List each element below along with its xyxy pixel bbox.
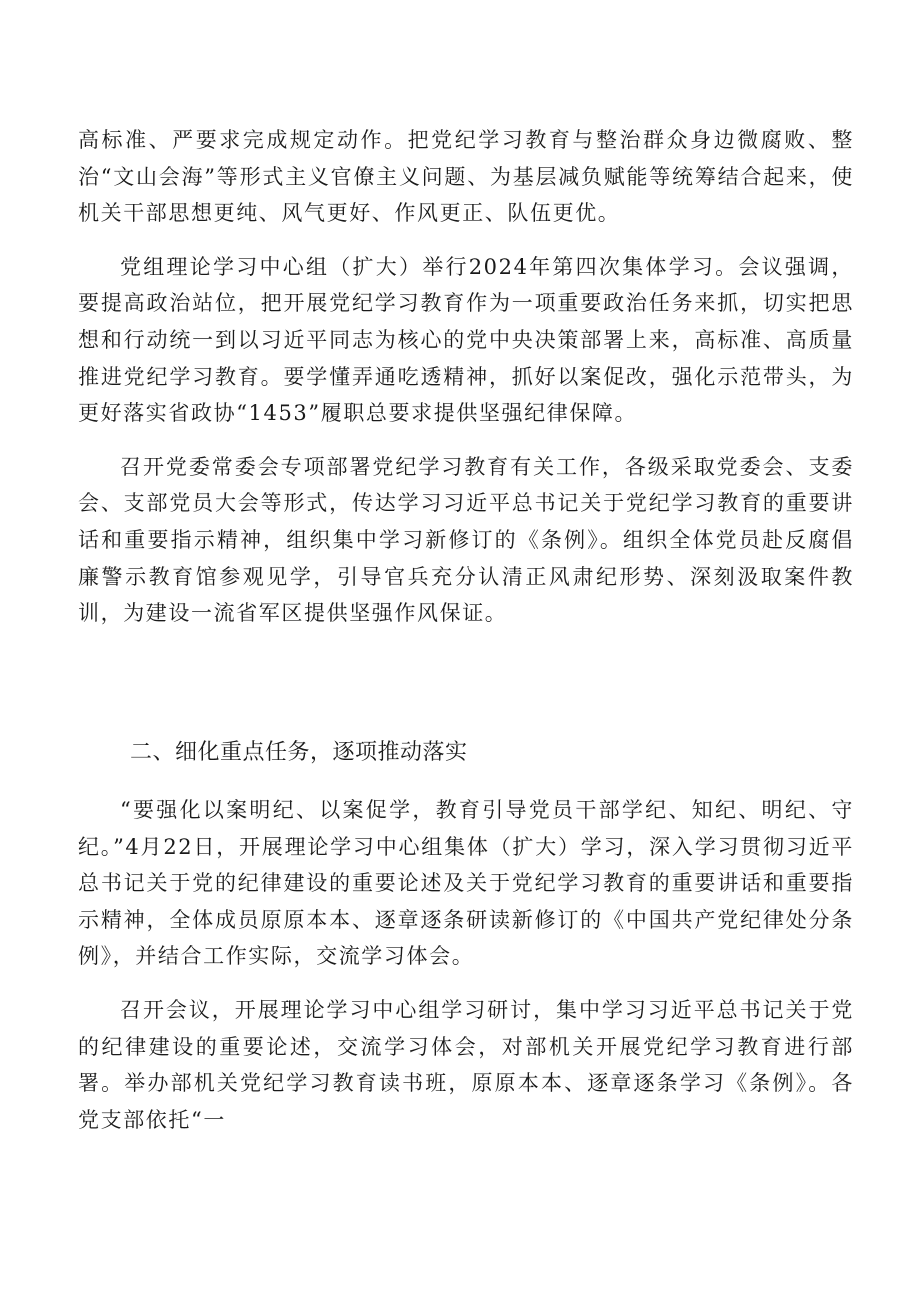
paragraph-continued: 高标准、严要求完成规定动作。把党纪学习教育与整治群众身边微腐败、整治“文山会海”等形式主义官僚主义问题、为基层减负赋能等统筹结合起来，使机关干部思想更纯、风气更好、作风更正、队伍更优。 bbox=[78, 128, 854, 226]
document-body-upper bbox=[78, 122, 854, 632]
paragraph: 召开会议，开展理论学习中心组学习研讨，集中学习习近平总书记关于党的纪律建设的重要论述，交流学习体会，对部机关开展党纪学习教育进行部署。举办部机关党纪学习教育读书班，原原本本、逐章逐条学习《条例》。各党支部依托“一 bbox=[78, 997, 854, 1132]
paragraph: 召开党委常委会专项部署党纪学习教育有关工作，各级采取党委会、支委会、支部党员大会等形式，传达学习习近平总书记关于党纪学习教育的重要讲话和重要指示精神，组织集中学习新修订的《条例》。组织全体党员赴反腐倡廉警示教育馆参观见学，引导官兵充分认清正风肃纪形势、深刻汲取案件教训，为建设一流省军区提供坚强作风保证。 bbox=[78, 454, 854, 626]
document-body-lower bbox=[78, 792, 854, 1138]
paragraph: 党组理论学习中心组（扩大）举行2024年第四次集体学习。会议强调，要提高政治站位，把开展党纪学习教育作为一项重要政治任务来抓，切实把思想和行动统一到以习近平同志为核心的党中央决策部署上来，高标准、高质量推进党纪学习教育。要学懂弄通吃透精神，抓好以案促改，强化示范带头，为更好落实省政协“1453”履职总要求提供坚强纪律保障。 bbox=[78, 254, 854, 426]
paragraph: “要强化以案明纪、以案促学，教育引导党员干部学纪、知纪、明纪、守纪。”4月22日，开展理论学习中心组集体（扩大）学习，深入学习贯彻习近平总书记关于党的纪律建设的重要论述及关于党纪学习教育的重要讲话和重要指示精神，全体成员原原本本、逐章逐条研读新修订的《中国共产党纪律处分条例》，并结合工作实际，交流学习体会。 bbox=[78, 798, 854, 969]
section-heading: 二、细化重点任务，逐项推动落实 bbox=[130, 740, 468, 765]
